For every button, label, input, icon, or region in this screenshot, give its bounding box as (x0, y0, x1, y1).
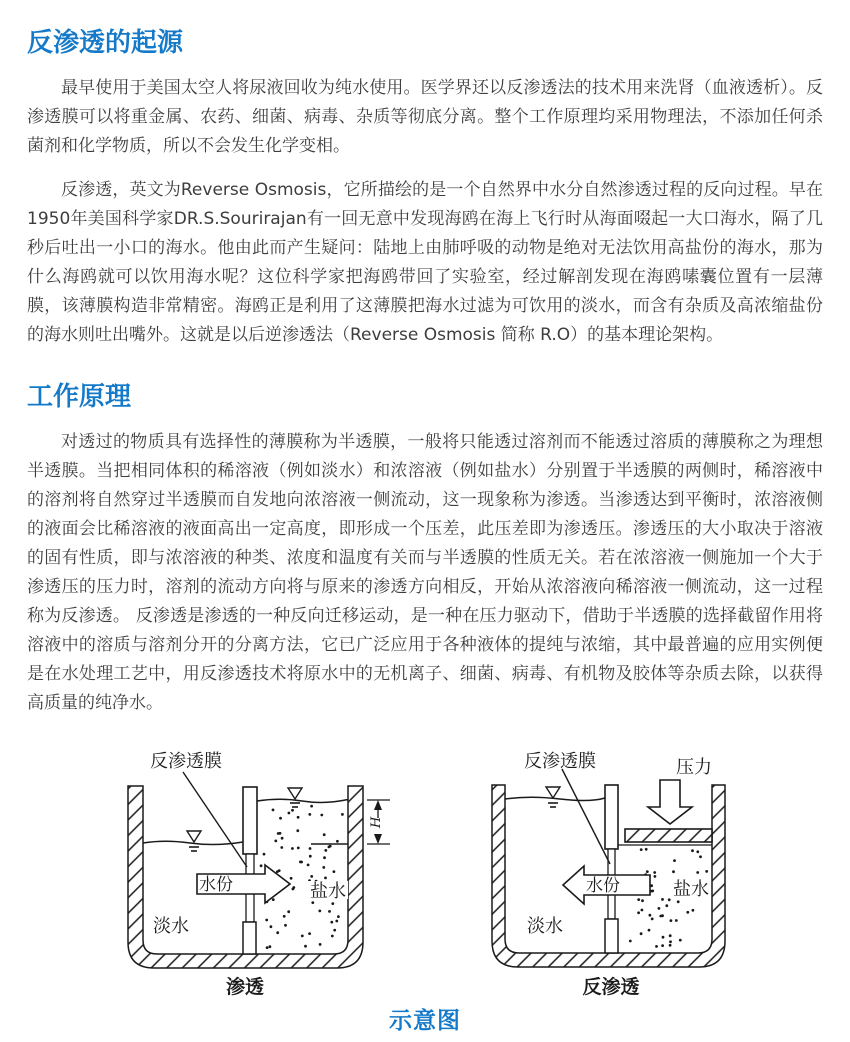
salt-water-label: 盐水 (673, 879, 709, 901)
section1-title: 反渗透的起源 (27, 28, 184, 58)
pressure-arrow (648, 780, 692, 824)
height-label: H (369, 817, 384, 829)
reverse-osmosis-diagram (460, 742, 790, 1000)
section1-paragraph-2: 反渗透，英文为Reverse Osmosis，它所描绘的是一个自然界中水分自然渗透过程的反向过程。早在1950年美国科学家DR.S.Sourirajan有一回无意中发现海鸥在海上飞行时从海面啜起一大口海水，隔了几秒后吐出一小口的海水。他由此而产生疑问：陆地上由肺呼吸的动物是绝对无法饮用高盐份的海水，那为什么海鸥就可以饮用海水呢？这位科学家把海鸥带回了实验室，经过解剖发现在海鸥嗉囊位置有一层薄膜，该薄膜构造非常精密。海鸥正是利用了这薄膜把海水过滤为可饮用的淡水，而含有杂质及高浓缩盐份的海水则吐出嘴外。这就是以后逆渗透法（Reverse Osmosis 简称 R.O）的基本理论架构。 (27, 180, 823, 346)
section2-title: 工作原理 (27, 382, 132, 413)
flow-label: 水份 (199, 875, 233, 896)
figure-caption: 示意图 (389, 1008, 461, 1035)
water-level-symbol (288, 788, 302, 807)
osmosis-diagram (95, 742, 425, 1000)
membrane-label: 反渗透膜 (524, 751, 596, 773)
membrane-label: 反渗透膜 (150, 751, 222, 773)
membrane-pointer-line (562, 769, 610, 864)
fresh-water-level (505, 798, 605, 801)
diagram-row (95, 742, 823, 1000)
osmosis-caption: 渗透 (225, 976, 265, 999)
pressure-label: 压力 (676, 757, 712, 779)
section1-paragraph-1: 最早使用于美国太空人将尿液回收为纯水使用。医学界还以反渗透法的技术用来洗肾（血液透析）。反渗透膜可以将重金属、农药、细菌、病毒、杂质等彻底分离。整个工作原理均采用物理法，不添加任何杀菌剂和化学物质，所以不会发生化学变相。 (27, 78, 823, 157)
fresh-water-level (143, 842, 243, 845)
flow-label: 水份 (586, 876, 620, 897)
piston-plate (625, 829, 712, 842)
membrane-rect (605, 785, 618, 849)
membrane-rect (243, 787, 257, 854)
membrane-foot (605, 919, 618, 953)
section2-paragraph-1: 对透过的物质具有选择性的薄膜称为半透膜，一般将只能透过溶剂而不能透过溶质的薄膜称之为理想半透膜。当把相同体积的稀溶液（例如淡水）和浓溶液（例如盐水）分别置于半透膜的两侧时，稀溶液中的溶剂将自然穿过半透膜而自发地向浓溶液一侧流动，这一现象称为渗透。当渗透达到平衡时，浓溶液侧的液面会比稀溶液的液面高出一定高度，即形成一个压差，此压差即为渗透压。渗透压的大小取决于溶液的固有性质，即与浓溶液的种类、浓度和温度有关而与半透膜的性质无关。若在浓溶液一侧施加一个大于渗透压的压力时，溶剂的流动方向将与原来的渗透方向相反，开始从浓溶液向稀溶液一侧流动，这一过程称为反渗透。 反渗透是渗透的一种反向迁移运动，是一种在压力驱动下，借助于半透膜的选择截留作用将溶液中的溶质与溶剂分开的分离方法，它已广泛应用于各种液体的提纯与浓缩，其中最普遍的应用实例便是在水处理工艺中，用反渗透技术将原水中的无机离子、细菌、病毒、有机物及胶体等杂质去除，以获得高质量的纯净水。 (27, 432, 823, 714)
salt-water-label: 盐水 (310, 881, 346, 903)
fresh-water-label: 淡水 (153, 916, 189, 938)
water-level-symbol (187, 831, 201, 851)
fresh-water-label: 淡水 (527, 916, 563, 938)
reverse-osmosis-caption: 反渗透 (582, 976, 640, 999)
salt-water-level (257, 800, 348, 803)
membrane-pointer-line (183, 772, 247, 867)
water-level-symbol (546, 787, 560, 807)
membrane-foot (243, 922, 256, 954)
